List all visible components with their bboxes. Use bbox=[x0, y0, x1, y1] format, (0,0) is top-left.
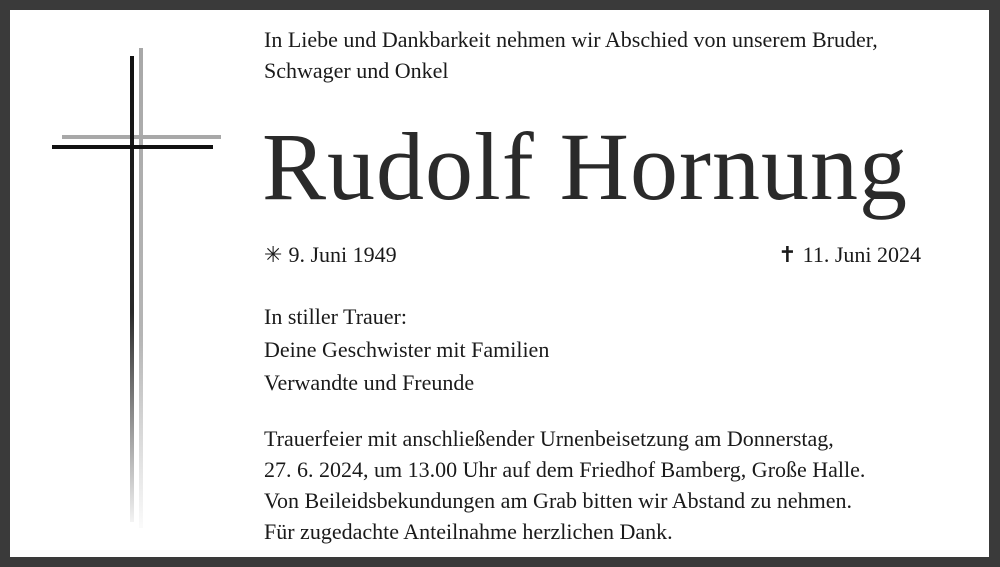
mourners-block bbox=[264, 300, 549, 399]
service-line: Von Beileidsbekundungen am Grab bitten wir Abstand zu nehmen. bbox=[264, 488, 852, 513]
service-block bbox=[264, 423, 979, 547]
birth-date bbox=[264, 240, 397, 271]
deceased-name: Rudolf Hornung bbox=[262, 113, 908, 220]
intro-line-1: In Liebe und Dankbarkeit nehmen wir Abschied von unserem Bruder, bbox=[264, 27, 878, 52]
intro-text bbox=[264, 24, 984, 86]
birth-date-value: 9. Juni 1949 bbox=[288, 242, 397, 267]
double-cross-icon bbox=[10, 10, 250, 557]
obituary-card bbox=[10, 10, 989, 557]
mourners-line: In stiller Trauer: bbox=[264, 304, 407, 329]
mourners-line: Deine Geschwister mit Familien bbox=[264, 337, 550, 362]
mourners-line: Verwandte und Freunde bbox=[264, 370, 475, 395]
death-date-value: 11. Juni 2024 bbox=[802, 242, 921, 267]
death-date bbox=[778, 240, 921, 271]
service-line: Für zugedachte Anteilnahme herzlichen Dank. bbox=[264, 519, 673, 544]
service-line: 27. 6. 2024, um 13.00 Uhr auf dem Friedhof Bamberg, Große Halle. bbox=[264, 457, 866, 482]
birth-star-icon: ✳ bbox=[264, 243, 283, 268]
intro-line-2: Schwager und Onkel bbox=[264, 58, 449, 83]
service-line: Trauerfeier mit anschließender Urnenbeisetzung am Donnerstag, bbox=[264, 426, 834, 451]
death-cross-icon: ✝ bbox=[778, 243, 797, 268]
